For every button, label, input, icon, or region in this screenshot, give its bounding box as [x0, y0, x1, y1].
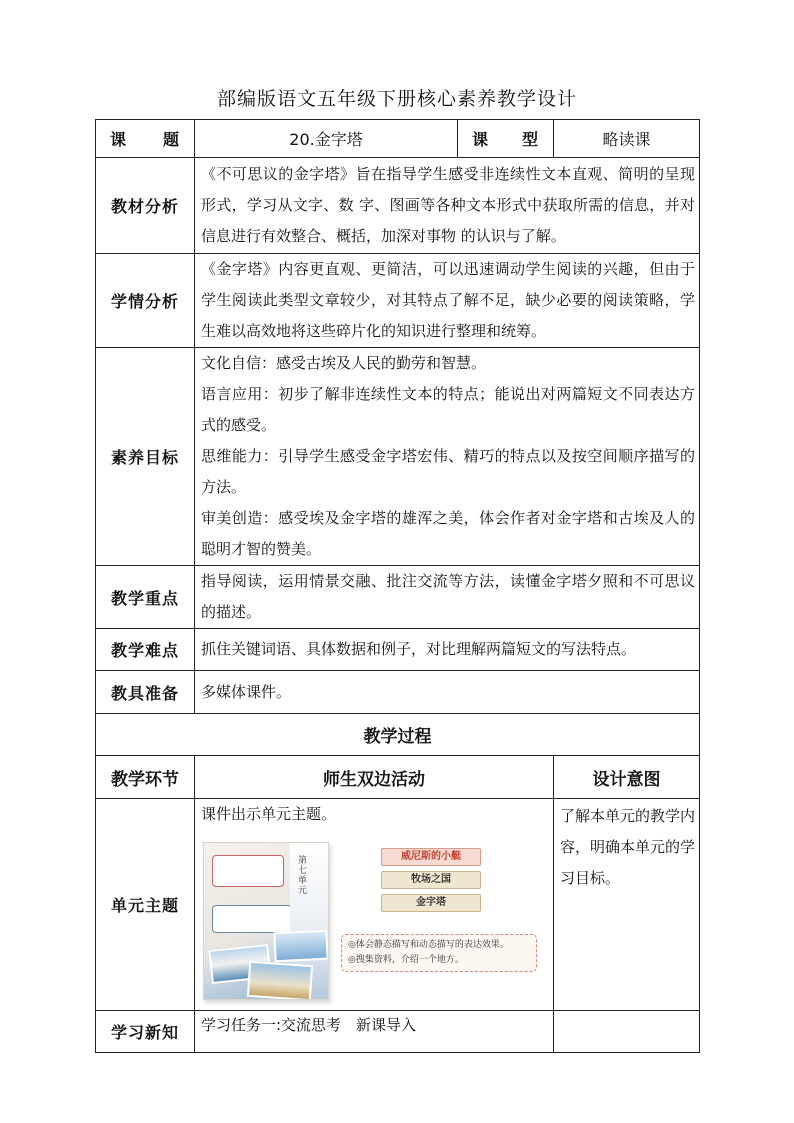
unit-theme-activity-cell	[195, 799, 554, 1011]
col-activity-header: 师生双边活动	[195, 756, 554, 799]
material-row	[96, 158, 700, 254]
unit-theme-intent: 了解本单元的教学内容，明确本单元的学习目标。	[554, 799, 700, 1011]
tools-text: 多媒体课件。	[195, 671, 700, 714]
topic-value: 20.金字塔	[195, 120, 458, 158]
key-row	[96, 566, 700, 629]
unit-theme-stage: 单元主题	[96, 799, 195, 1011]
student-row	[96, 254, 700, 348]
unit-tag: 第七单元	[296, 855, 306, 895]
unit-goal-1: ◎体会静态描写和动态描写的表达效果。	[348, 940, 509, 950]
material-label: 教材分析	[96, 158, 195, 254]
lesson-plan-table	[95, 119, 700, 1053]
lesson-pill-pasture: 牧场之国	[381, 871, 481, 889]
unit-theme-activity: 课件出示单元主题。	[201, 805, 337, 823]
tools-row	[96, 671, 700, 714]
goal-aesthetic: 审美创造：感受埃及金字塔的雄浑之美，体会作者对金字塔和古埃及人的聪明才智的赞美。	[201, 509, 695, 558]
process-heading: 教学过程	[96, 714, 700, 756]
process-heading-row	[96, 714, 700, 756]
key-text: 指导阅读，运用情景交融、批注交流等方法，读懂金字塔夕照和不可思议的描述。	[195, 566, 700, 629]
goals-list	[195, 348, 700, 566]
col-stage-header: 教学环节	[96, 756, 195, 799]
difficult-label: 教学难点	[96, 629, 195, 671]
type-value: 略读课	[554, 120, 700, 158]
goals-row	[96, 348, 700, 566]
unit-goals-box	[341, 934, 537, 972]
speech-bubble	[212, 905, 292, 933]
unit-theme-illustration	[203, 836, 543, 1004]
lesson-pill-venice: 威尼斯的小艇	[381, 848, 481, 866]
student-label: 学情分析	[96, 254, 195, 348]
student-text: 《金字塔》内容更直观、更简洁，可以迅速调动学生阅读的兴趣，但由于学生阅读此类型文章较少，对其特点了解不足，缺少必要的阅读策略，学生难以高效地将这些碎片化的知识进行整理和统筹。	[195, 254, 700, 348]
lesson-pill-pyramid: 金字塔	[381, 894, 481, 912]
goal-thinking: 思维能力：引导学生感受金字塔宏伟、精巧的特点以及按空间顺序描写的方法。	[201, 447, 695, 496]
goals-label: 素养目标	[96, 348, 195, 566]
new-lesson-activity: 学习任务一:交流思考 新课导入	[195, 1011, 554, 1053]
new-lesson-intent	[554, 1011, 700, 1053]
speech-bubble	[212, 855, 284, 887]
unit-theme-row	[96, 799, 700, 1011]
material-text: 《不可思议的金字塔》旨在指导学生感受非连续性文本直观、简明的呈现形式，学习从文字、数 字、图画等各种文本形式中获取所需的信息，并对信息进行有效整合、概括，加深对事物 的认识与了解。	[195, 158, 700, 254]
textbook-cover-image	[203, 842, 329, 1000]
document-title: 部编版语文五年级下册核心素养教学设计	[216, 88, 577, 110]
topic-label: 课 题	[96, 120, 195, 158]
goal-culture: 文化自信：感受古埃及人民的勤劳和智慧。	[201, 354, 487, 372]
landscape-photo	[247, 961, 313, 1000]
landscape-photo	[273, 930, 328, 963]
unit-goal-2: ◎搜集资料，介绍一个地方。	[348, 955, 464, 965]
tools-label: 教具准备	[96, 671, 195, 714]
topic-row	[96, 120, 700, 158]
process-header-row	[96, 756, 700, 799]
difficult-row	[96, 629, 700, 671]
new-lesson-stage: 学习新知	[96, 1011, 195, 1053]
key-label: 教学重点	[96, 566, 195, 629]
new-lesson-row	[96, 1011, 700, 1053]
goal-language: 语言应用：初步了解非连续性文本的特点；能说出对两篇短文不同表达方式的感受。	[201, 385, 695, 434]
difficult-text: 抓住关键词语、具体数据和例子，对比理解两篇短文的写法特点。	[195, 629, 700, 671]
type-label: 课 型	[458, 120, 554, 158]
col-intent-header: 设计意图	[554, 756, 700, 799]
